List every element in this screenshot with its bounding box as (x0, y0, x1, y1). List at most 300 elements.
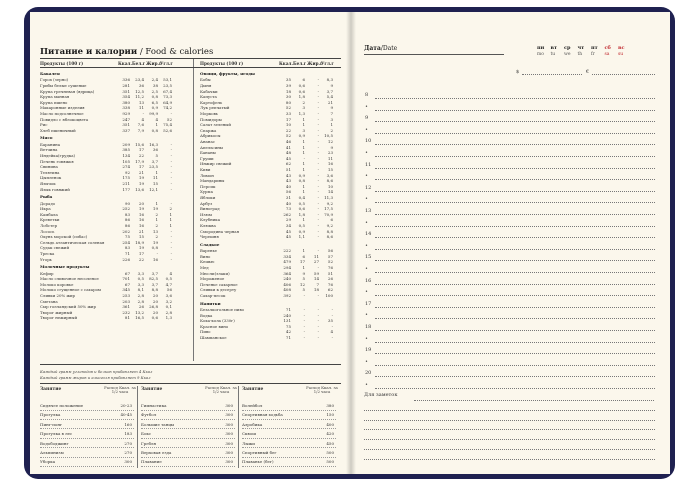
hour-label: 12 (365, 184, 372, 191)
food-value: - (303, 335, 305, 340)
table-row (200, 156, 333, 161)
food-value: 26,8 (149, 304, 158, 310)
food-value: 2,8 (137, 293, 144, 298)
table-row (200, 287, 333, 292)
food-value: 6 (302, 77, 305, 83)
food-value: 20 (152, 309, 158, 315)
schedule-line[interactable] (375, 342, 655, 343)
food-value: 334 (283, 253, 291, 259)
food-value: - (170, 111, 172, 116)
exercise-row (141, 403, 235, 408)
schedule-line[interactable] (375, 318, 655, 319)
food-value: - (317, 94, 319, 100)
schedule-line[interactable] (375, 214, 655, 215)
food-value: 1 (155, 217, 158, 223)
food-value: 64,9 (163, 99, 172, 105)
food-name: Сельдь атлантическая соленая (40, 239, 105, 245)
notes-line[interactable] (364, 449, 655, 450)
table-row (200, 282, 333, 287)
schedule-line[interactable] (375, 307, 655, 308)
half-hour-marker: • (365, 358, 368, 365)
notes-label: Для заметок (364, 392, 398, 398)
food-name: Водка (200, 312, 213, 318)
food-value: 3 (330, 116, 333, 122)
section-heading: Сладкое (200, 241, 220, 247)
weekday-su[interactable]: вс (618, 45, 625, 51)
food-name: Дыня (200, 83, 212, 88)
table-row (200, 161, 333, 166)
food-value: 1 (330, 122, 333, 128)
notes-line[interactable] (364, 420, 655, 421)
nutrition-note: Каждый грамм жиров и алкоголя прибавляет 9 Ккал (40, 375, 151, 380)
food-name: Крупа пшено (40, 99, 68, 105)
exercise-kcal: 150 (326, 412, 334, 418)
food-value: 1 (302, 161, 305, 167)
food-value: 36 (152, 147, 158, 153)
food-value: 86 (124, 223, 130, 228)
weekday-en-su: su (618, 52, 624, 57)
food-value: 0,5 (298, 223, 305, 228)
schedule-line[interactable] (375, 144, 655, 145)
food-value: - (170, 186, 172, 192)
food-value: 36 (138, 83, 144, 88)
food-name: Капуста (200, 94, 217, 100)
schedule-line[interactable] (375, 330, 655, 331)
table-row (200, 89, 333, 94)
schedule-line[interactable] (375, 202, 655, 203)
food-value: 2,4 (151, 77, 158, 83)
food-value: 45 (285, 228, 291, 234)
column-header-carb: Угл.г (160, 61, 173, 66)
food-value: 1 (302, 248, 305, 254)
exercise-name: Прогулка в лес (40, 431, 73, 437)
schedule-line[interactable] (375, 365, 655, 366)
table-row (40, 271, 172, 276)
food-value: 1 (302, 116, 305, 122)
food-value: 62 (285, 161, 291, 167)
food-value: 338 (122, 105, 130, 111)
food-value: 48 (285, 150, 291, 156)
table-row (200, 111, 333, 116)
food-value: 361 (122, 304, 130, 310)
food-value: 39 (285, 83, 291, 88)
food-value: - (317, 155, 319, 161)
food-value: - (317, 228, 319, 234)
food-value: 5,4 (326, 94, 333, 100)
food-value: 52 (327, 259, 333, 265)
exercise-kcal: 300 (225, 403, 233, 408)
table-row (200, 173, 333, 178)
food-value: 21 (327, 99, 333, 105)
schedule-line[interactable] (375, 179, 655, 180)
food-value: - (170, 181, 172, 186)
food-value: 71 (285, 307, 291, 312)
food-value: - (303, 307, 305, 312)
food-value: - (317, 335, 319, 340)
food-value: - (317, 150, 319, 156)
notes-line[interactable] (364, 410, 655, 411)
food-name: Апельсины (200, 144, 223, 150)
food-value: 9,2 (326, 223, 333, 228)
food-value: 1 (302, 122, 305, 128)
hour-label: 16 (365, 277, 372, 284)
table-row (200, 178, 333, 183)
food-value: 7,6 (137, 122, 144, 128)
food-value: - (317, 234, 319, 240)
column-header-prot: Бел.г (132, 61, 146, 66)
food-value: 52,6 (163, 127, 172, 133)
table-row (200, 150, 333, 155)
exercise-name: Пинг-понг (40, 421, 63, 427)
food-value: - (317, 144, 319, 150)
header-underline (40, 67, 341, 68)
food-value: 76 (327, 265, 333, 270)
food-name: Сметана (40, 298, 58, 304)
exercise-name: Водободжинг (40, 440, 69, 446)
food-name: Сливки к десерту (200, 287, 237, 293)
half-hour-marker: • (365, 150, 368, 156)
exercise-name: Сидячее положение (40, 403, 84, 408)
weekday-en-tu: tu (550, 52, 556, 57)
food-value: - (170, 147, 172, 153)
food-value: 294 (283, 265, 291, 270)
food-value: 0,8 (151, 94, 158, 100)
food-value: 247 (122, 116, 130, 122)
schedule-line[interactable] (375, 237, 655, 238)
food-value: 16 (138, 223, 144, 228)
notes-line[interactable] (414, 400, 654, 401)
food-value: - (317, 99, 319, 105)
food-value: 0,1 (165, 304, 172, 310)
schedule-line[interactable] (375, 156, 655, 157)
schedule-line[interactable] (375, 98, 655, 99)
table-row (200, 265, 333, 270)
table-row (40, 142, 172, 147)
currency-euro: € (586, 69, 590, 75)
food-value: 12,1 (149, 186, 158, 192)
food-value: 71 (124, 251, 130, 256)
exercise-row (141, 441, 235, 446)
hour-label: 11 (365, 161, 372, 168)
table-row (40, 105, 172, 110)
food-value: 9 (330, 105, 333, 111)
food-value: 22 (138, 256, 144, 262)
schedule-line[interactable] (375, 226, 655, 227)
food-name: Мед (200, 265, 209, 270)
exercise-row (242, 450, 336, 455)
food-value: 0,9 (298, 133, 305, 139)
schedule-line[interactable] (375, 388, 655, 389)
schedule-line[interactable] (375, 121, 655, 122)
food-value: 46 (285, 139, 291, 144)
food-value: 2 (169, 206, 172, 212)
food-name: Груши (200, 155, 214, 161)
food-name: Изюм (200, 211, 212, 217)
half-hour-marker: • (365, 289, 368, 296)
exercise-kcal: 420 (326, 431, 334, 437)
food-value: - (170, 175, 172, 181)
food-name: Варенье (200, 248, 217, 254)
food-value: - (170, 164, 172, 170)
food-value: 2 (330, 127, 333, 133)
exercise-row (141, 422, 235, 427)
euro-rate-line[interactable] (592, 74, 655, 75)
food-value: - (317, 206, 319, 212)
food-value: - (156, 251, 158, 256)
food-value: 19 (138, 245, 144, 251)
food-value: 2 (155, 223, 158, 228)
food-value: 1 (169, 211, 172, 217)
schedule-line[interactable] (375, 110, 655, 111)
schedule-line[interactable] (375, 376, 655, 377)
food-value: 43 (285, 178, 291, 184)
exercise-name: Спортивная ходьба (242, 412, 283, 418)
food-value: 8,6 (326, 234, 333, 240)
exercise-row-line (40, 447, 134, 448)
food-value: 17 (299, 259, 305, 265)
half-hour-marker: • (365, 173, 368, 180)
schedule-line[interactable] (375, 284, 655, 285)
table-row (40, 315, 172, 320)
exercise-row (242, 422, 336, 427)
food-value: 16,3 (149, 141, 158, 147)
food-value: - (303, 312, 305, 318)
food-name: Яблоки (200, 195, 216, 200)
exercise-row (242, 431, 336, 436)
table-row (40, 304, 172, 309)
food-name: Киви (200, 167, 211, 172)
food-value: 11,2 (135, 94, 144, 100)
half-hour-marker: • (365, 382, 368, 388)
date-line[interactable] (364, 54, 504, 55)
food-value: 67,4 (163, 88, 172, 94)
schedule-line[interactable] (375, 260, 655, 261)
food-value: 1 (302, 183, 305, 189)
schedule-line[interactable] (375, 249, 655, 250)
table-row (200, 105, 333, 110)
food-value: 80 (285, 99, 291, 105)
table-row (200, 184, 333, 189)
food-value: 41 (285, 144, 291, 150)
food-name: Смородина черная (200, 228, 240, 234)
half-hour-marker: • (365, 266, 368, 272)
food-value: 406 (283, 281, 291, 287)
food-name: Масло подсолнечное (40, 111, 84, 116)
food-name: Мороженое (200, 276, 225, 282)
food-value: 2,8 (137, 298, 144, 304)
food-value: 354 (122, 94, 130, 100)
table-row (200, 139, 333, 144)
weekday-we[interactable]: ср (564, 45, 571, 51)
food-value: 23,4 (135, 77, 144, 83)
food-name: Мандарины (200, 178, 225, 184)
table-row (40, 287, 172, 292)
food-value: 16 (152, 256, 158, 262)
food-value: 8,1 (137, 287, 144, 293)
food-name: Лук репчатый (200, 105, 230, 111)
table-row (200, 133, 333, 138)
food-value: 364 (283, 270, 291, 276)
food-value: 9 (302, 270, 305, 276)
hour-label: 19 (365, 347, 372, 354)
table-row (40, 94, 172, 99)
column-header-kcal: Ккал. (118, 61, 132, 66)
exercise-name: Верховая езда (141, 450, 172, 455)
notes-line[interactable] (364, 429, 655, 430)
food-value: 26 (327, 276, 333, 282)
food-value: 75,4 (163, 122, 172, 128)
exercise-kcal-header: Расход Ккал. за 1/2 часа (306, 385, 338, 395)
food-name: Печень говяжья (40, 158, 74, 164)
exercise-kcal: 380 (326, 403, 334, 408)
section-heading: Бакалея (40, 71, 60, 76)
food-name: Макаронные изделия (40, 105, 85, 111)
food-name: Салат зеленый (200, 122, 231, 128)
exercise-row-line (141, 457, 235, 458)
exercise-kcal: 20-23 (120, 403, 132, 408)
exercise-row (40, 441, 134, 446)
food-value: 56 (327, 248, 333, 254)
weekday-th[interactable]: чт (577, 45, 585, 51)
schedule-line[interactable] (375, 295, 655, 296)
schedule-line[interactable] (375, 353, 655, 354)
exercise-row-line (40, 419, 134, 420)
food-value: - (317, 223, 319, 228)
exercise-name: Уборка (40, 459, 56, 465)
food-value: 18,9 (135, 239, 144, 245)
weekday-sa[interactable]: сб (604, 45, 611, 51)
food-value: 75 (124, 234, 130, 240)
exercise-name: Гимнастика (141, 403, 167, 408)
food-value: 2,5 (151, 88, 158, 94)
food-name: Бананы (200, 150, 216, 156)
food-name: Черешня (200, 234, 219, 240)
food-value: 83 (124, 211, 130, 217)
right-page-daily-schedule (351, 12, 670, 474)
exercise-row-line (40, 457, 134, 458)
food-name: Рис (40, 122, 48, 128)
food-name: Повидло с яблокоцвета (40, 116, 89, 122)
food-value: 1,3 (165, 315, 172, 321)
food-value: 35 (285, 77, 291, 83)
food-value: 9 (330, 144, 333, 150)
food-value: 0,9 (298, 172, 305, 178)
table-column-separator (193, 59, 194, 361)
table-row (40, 147, 172, 152)
food-value: - (331, 335, 333, 340)
food-value: 70,9 (324, 211, 333, 217)
exercise-row-line (141, 447, 235, 448)
food-value: 202 (122, 228, 130, 234)
table-row (40, 83, 172, 88)
food-value: 73,3 (163, 94, 172, 100)
food-value: 62 (327, 287, 333, 293)
food-value: 20 (152, 293, 158, 298)
food-value: 8,6 (326, 178, 333, 184)
food-value: 27 (313, 259, 319, 265)
table-row (40, 282, 172, 287)
table-row (40, 276, 172, 281)
exercise-column-separator (238, 386, 239, 468)
schedule-line[interactable] (375, 133, 655, 134)
food-name: Арбуз (200, 200, 213, 206)
food-value: - (317, 105, 319, 111)
food-value: 12 (327, 139, 333, 144)
food-name: Безалкогольное пиво (200, 307, 245, 312)
food-value: 33 (285, 111, 291, 116)
page-title: Питание и калории / Food & calories (40, 47, 214, 57)
food-value: 57 (327, 253, 333, 259)
food-name: Вино (200, 253, 211, 259)
table-row (200, 189, 333, 194)
notes-line[interactable] (364, 459, 655, 460)
food-name: Виноград (200, 206, 220, 212)
food-value: 9 (330, 83, 333, 88)
food-value: 8,8 (151, 287, 158, 293)
exercise-row-line (40, 466, 134, 467)
food-value: 81 (124, 315, 130, 321)
food-value: 19 (138, 175, 144, 181)
food-value: 3 (302, 105, 305, 111)
exercise-row (40, 450, 134, 455)
exercise-kcal: 183 (124, 431, 132, 437)
table-row (40, 122, 172, 127)
food-value: - (317, 122, 319, 128)
column-header-product: Продукты (100 г) (200, 61, 244, 66)
food-value: 59 (313, 270, 319, 276)
food-value: 67 (124, 270, 130, 276)
exercise-row-line (40, 428, 134, 429)
food-value: 131 (283, 318, 291, 324)
exercise-name: Прогулка (40, 412, 61, 418)
table-row (200, 201, 333, 206)
dollar-rate-line[interactable] (522, 74, 582, 75)
food-value: 4 (169, 270, 172, 276)
food-value: 351 (122, 122, 130, 128)
weekday-tu[interactable]: вт (550, 45, 558, 51)
exercise-kcal: 300 (225, 450, 233, 455)
table-row (200, 318, 333, 323)
notes-line[interactable] (364, 439, 655, 440)
weekday-mo[interactable]: пн (537, 45, 545, 51)
hour-label: 14 (365, 231, 372, 238)
table-row (200, 276, 333, 281)
exercise-row-line (242, 438, 336, 439)
weekday-fr[interactable]: пт (591, 45, 598, 51)
food-value: 14 (327, 189, 333, 195)
food-value: - (317, 172, 319, 178)
food-name: Клубника (200, 217, 221, 223)
schedule-line[interactable] (375, 168, 655, 169)
food-name: Пиво (200, 329, 211, 335)
exercise-row (40, 459, 134, 464)
food-value: 175 (122, 175, 130, 181)
exercise-row (40, 431, 134, 436)
schedule-line[interactable] (375, 191, 655, 192)
food-name: Помидоры (200, 116, 222, 122)
food-value: 17 (285, 116, 291, 122)
food-name: Икра (40, 206, 51, 212)
food-value: 13,6 (135, 186, 144, 192)
food-name: Картофель (200, 99, 223, 105)
food-value: 479 (283, 259, 291, 265)
schedule-line[interactable] (375, 272, 655, 273)
food-value: - (170, 228, 172, 234)
food-value: - (170, 141, 172, 147)
food-value: - (317, 293, 319, 298)
food-name: Масло сливочное несоленое (40, 276, 99, 282)
food-value: 0,8 (298, 178, 305, 184)
